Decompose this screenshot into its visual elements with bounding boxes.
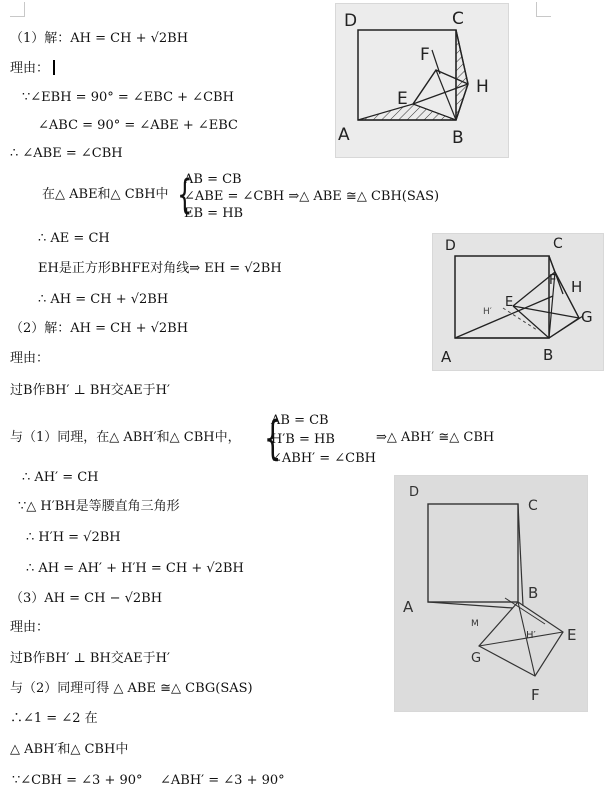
fig3-label: B [528, 584, 539, 602]
figure-3-photo [394, 475, 588, 712]
fig2-label: E [505, 295, 514, 310]
system1-row: AB = CB [184, 172, 242, 187]
congruence-system-1 [184, 171, 439, 222]
part2-reason-label: 理由： [10, 351, 50, 366]
part3-construction: 过B作BH′ ⊥ BH交AE于H′ [10, 651, 170, 666]
part3-line21: 与（2）同理可得 △ ABE ≅△ CBG(SAS) [10, 681, 253, 696]
fig2-label: A [441, 348, 452, 366]
fig2-label: H′ [483, 307, 492, 317]
system2-row: H′B = HB [271, 432, 335, 447]
fig1-label: B [452, 128, 464, 148]
fig2-label: D [445, 238, 456, 254]
text-cursor [53, 60, 55, 75]
fig3-label: G [471, 651, 482, 666]
figure-1-photo [335, 3, 509, 158]
part3-answer: （3）AH = CH − √2BH [10, 591, 163, 606]
fig3-label: E [567, 626, 577, 644]
part2-line17: ∴ AH = AH′ + H′H = CH + √2BH [26, 561, 244, 576]
part1-answer: （1）解：AH = CH + √2BH [10, 31, 189, 46]
fig2-label: B [543, 346, 554, 364]
part2-line15: ∵△ H′BH是等腰直角三角形 [18, 499, 180, 514]
part3-line22: ∴∠1 = ∠2 在 [10, 711, 98, 726]
fig3-label: D [409, 485, 420, 500]
part3-line24a: ∵∠CBH = ∠3 + 90° [12, 773, 143, 788]
fig2-label: H [571, 278, 583, 296]
figure-2-photo [432, 233, 604, 371]
fig2-label: G [581, 308, 593, 326]
fig3-label: F [531, 686, 540, 704]
system-brace-1: { [177, 172, 193, 218]
fig2-label: C [553, 236, 563, 252]
fig3-label: M [471, 619, 479, 629]
figure-1-sketch [336, 4, 508, 157]
fig3-label: C [528, 498, 538, 514]
part1-reason-label [10, 60, 55, 77]
part3-line23: △ ABH′和△ CBH中 [10, 742, 129, 757]
part2-line16: ∴ H′H = √2BH [26, 530, 121, 545]
part1-line7: ∴ AE = CH [38, 231, 110, 246]
congruence-system-2 [271, 411, 376, 468]
part1-line8: EH是正方形BHFE对角线⇒ EH = √2BH [38, 261, 282, 276]
page-corner-mark-left [10, 2, 25, 17]
part2-answer: （2）解：AH = CH + √2BH [10, 321, 189, 336]
system1-row: EB = HB [184, 206, 244, 221]
part3-line24b: ∠ABH′ = ∠3 + 90° [160, 773, 285, 788]
fig2-label: F [549, 273, 557, 288]
figure-3-sketch [395, 476, 587, 711]
fig1-label: E [397, 89, 408, 109]
figure-2-sketch [433, 234, 603, 370]
system1-row: ∠ABE = ∠CBH ⇒△ ABE ≅△ CBH(SAS) [184, 189, 440, 204]
part1-line4: ∠ABC = 90° = ∠ABE + ∠EBC [38, 118, 238, 133]
fig3-label: A [403, 598, 414, 616]
system2-row: ∠ABH′ = ∠CBH [271, 451, 377, 466]
part2-congruence-result: ⇒△ ABH′ ≅△ CBH [376, 430, 495, 445]
fig1-label: C [452, 9, 464, 29]
fig1-label: D [344, 11, 358, 31]
part1-line5: ∴ ∠ABE = ∠CBH [10, 146, 123, 161]
fig3-label: H′ [526, 630, 536, 641]
fig1-label: F [420, 45, 430, 65]
part1-line9: ∴ AH = CH + √2BH [38, 292, 169, 307]
part2-construction: 过B作BH′ ⊥ BH交AE于H′ [10, 383, 170, 398]
system-brace-2: { [263, 411, 282, 465]
page-corner-mark-right [536, 2, 551, 17]
reason-label-text: 理由： [10, 61, 50, 76]
fig1-label: A [338, 125, 350, 145]
part1-line3: ∵∠EBH = 90° = ∠EBC + ∠CBH [22, 90, 234, 105]
fig1-label: H [476, 77, 489, 97]
part2-triangle-intro: 与（1）同理，在△ ABH′和△ CBH中， [10, 430, 241, 445]
part2-line14: ∴ AH′ = CH [22, 470, 99, 485]
part3-reason-label: 理由： [10, 620, 50, 635]
part1-triangle-intro: 在△ ABE和△ CBH中 [42, 187, 169, 202]
system2-row: AB = CB [271, 413, 329, 428]
